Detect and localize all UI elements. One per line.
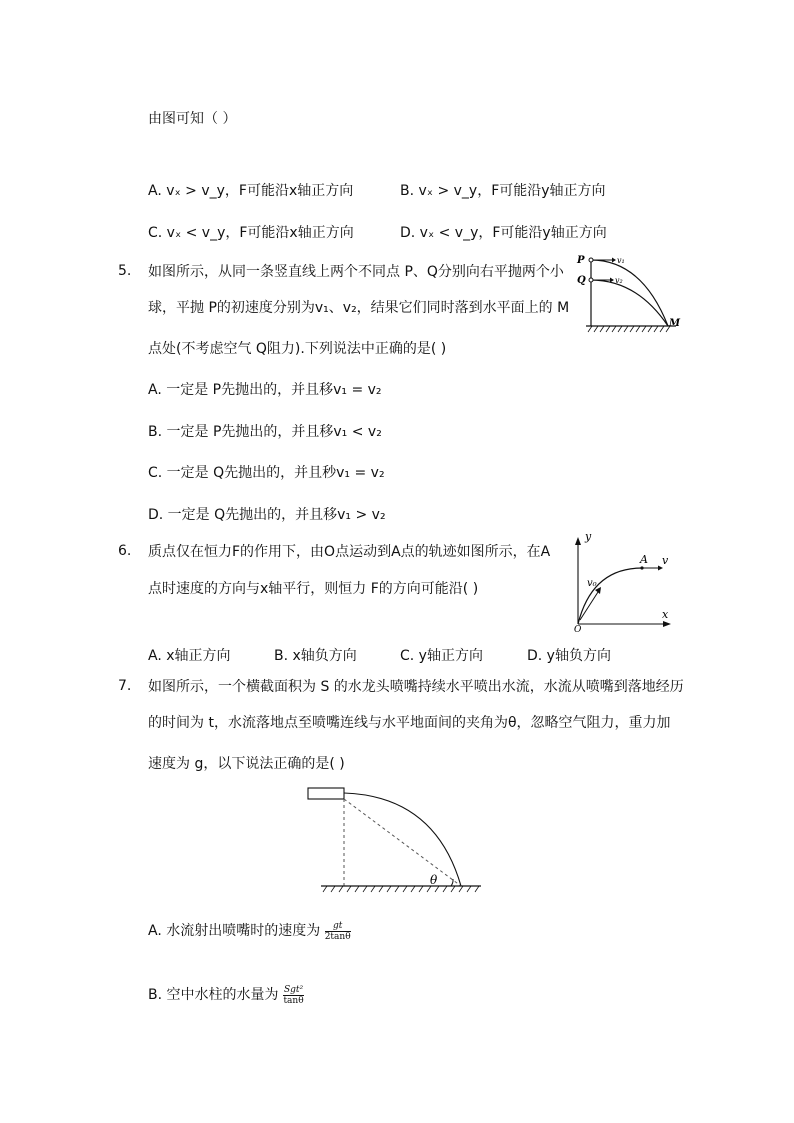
q5-number: 5. — [118, 263, 132, 279]
q5-arrowhead-v1 — [612, 258, 616, 263]
q5-stem-line-2: 球，平抛 P的初速度分别为v₁、v₂，结果它们同时落到水平面上的 M — [148, 300, 570, 316]
q6-label-x: x — [662, 608, 669, 621]
q6-option-b: B. x轴负方向 — [274, 648, 357, 664]
q6-label-y: y — [585, 530, 592, 543]
q5-option-b: B. 一定是 P先抛出的，并且移v₁ < v₂ — [148, 424, 382, 440]
q7-ground-hatch — [323, 886, 479, 892]
q5-stem-line-1: 如图所示，从同一条竖直线上两个不同点 P、Q分别向右平抛两个小 — [148, 264, 564, 280]
q6-stem-line-2: 点时速度的方向与x轴平行，则恒力 F的方向可能沿( ) — [148, 581, 479, 597]
q6-label-o: O — [574, 625, 582, 635]
q5-label-q: Q — [577, 275, 586, 286]
q5-option-c: C. 一定是 Q先抛出的，并且秒v₁ = v₂ — [148, 465, 385, 481]
q5-stem-line-3: 点处(不考虑空气 Q阻力).下列说法中正确的是( ) — [148, 341, 447, 357]
q7-option-a-denominator: 2tanθ — [324, 931, 351, 942]
q7-option-a-text: A. 水流射出喷嘴时的速度为 — [148, 923, 321, 939]
q4-option-a: A. vₓ > v_y，F可能沿x轴正方向 — [148, 183, 354, 199]
q7-connecting-dash — [344, 799, 461, 886]
q4-option-c: C. vₓ < v_y，F可能沿x轴正方向 — [148, 225, 354, 241]
q7-stem-line-1: 如图所示，一个横截面积为 S 的水龙头喷嘴持续水平喷出水流，水流从喷嘴到落地经历 — [148, 679, 684, 695]
q7-number: 7. — [118, 678, 132, 694]
q5-label-m: M — [669, 318, 681, 329]
q7-angle-arc — [451, 879, 453, 886]
q7-option-a-numerator: gt — [325, 921, 351, 932]
q4-option-b: B. vₓ > v_y，F可能沿y轴正方向 — [400, 183, 606, 199]
q5-point-q — [589, 278, 593, 282]
q6-label-a: A — [640, 553, 648, 566]
q6-label-v: v — [662, 554, 669, 567]
q7-option-b-numerator: Sgt² — [283, 984, 304, 995]
q7-label-theta: θ — [430, 873, 438, 887]
q6-figure — [570, 530, 676, 635]
q7-option-b-fraction — [283, 985, 304, 1006]
q7-option-a-fraction — [325, 921, 351, 942]
q6-label-v0: v₀ — [587, 578, 597, 589]
q7-water-stream — [344, 793, 461, 886]
q7-stem-line-2: 的时间为 t，水流落地点至喷嘴连线与水平地面间的夹角为θ，忽略空气阻力，重力加 — [148, 715, 671, 731]
q5-figure — [577, 252, 682, 334]
q7-nozzle — [308, 788, 344, 799]
q6-option-a: A. x轴正方向 — [148, 648, 231, 664]
q7-option-b-text: B. 空中水柱的水量为 — [148, 987, 279, 1003]
q5-trajectory-p — [591, 260, 668, 326]
q5-ground-hatch — [588, 326, 670, 332]
q4-tail: 由图可知（ ） — [148, 111, 237, 127]
q6-point-a — [640, 566, 643, 569]
q5-label-v1: v₁ — [617, 256, 625, 265]
q7-option-b — [148, 984, 304, 1006]
q7-option-b-denominator: tanθ — [283, 995, 304, 1006]
q6-option-c: C. y轴正方向 — [400, 648, 483, 664]
q6-x-arrowhead — [663, 621, 671, 627]
q6-trajectory — [578, 568, 642, 624]
q5-arrowhead-v2 — [610, 278, 614, 283]
q5-point-p — [589, 258, 593, 262]
q4-option-d: D. vₓ < v_y，F可能沿y轴正方向 — [400, 225, 607, 241]
q7-figure — [305, 782, 485, 896]
q6-stem-line-1: 质点仅在恒力F的作用下，由O点运动到A点的轨迹如图所示，在A — [148, 544, 551, 560]
q5-option-a: A. 一定是 P先抛出的，并且移v₁ = v₂ — [148, 382, 382, 398]
q5-label-p: P — [577, 255, 585, 266]
q5-option-d: D. 一定是 Q先抛出的，并且移v₁ > v₂ — [148, 507, 386, 523]
q6-number: 6. — [118, 543, 132, 559]
q7-option-a — [148, 920, 351, 942]
q6-option-d: D. y轴负方向 — [527, 648, 611, 664]
q6-y-arrowhead — [575, 537, 581, 545]
q5-label-v2: v₂ — [615, 276, 623, 285]
q7-stem-line-3: 速度为 g，以下说法正确的是( ) — [148, 756, 345, 772]
